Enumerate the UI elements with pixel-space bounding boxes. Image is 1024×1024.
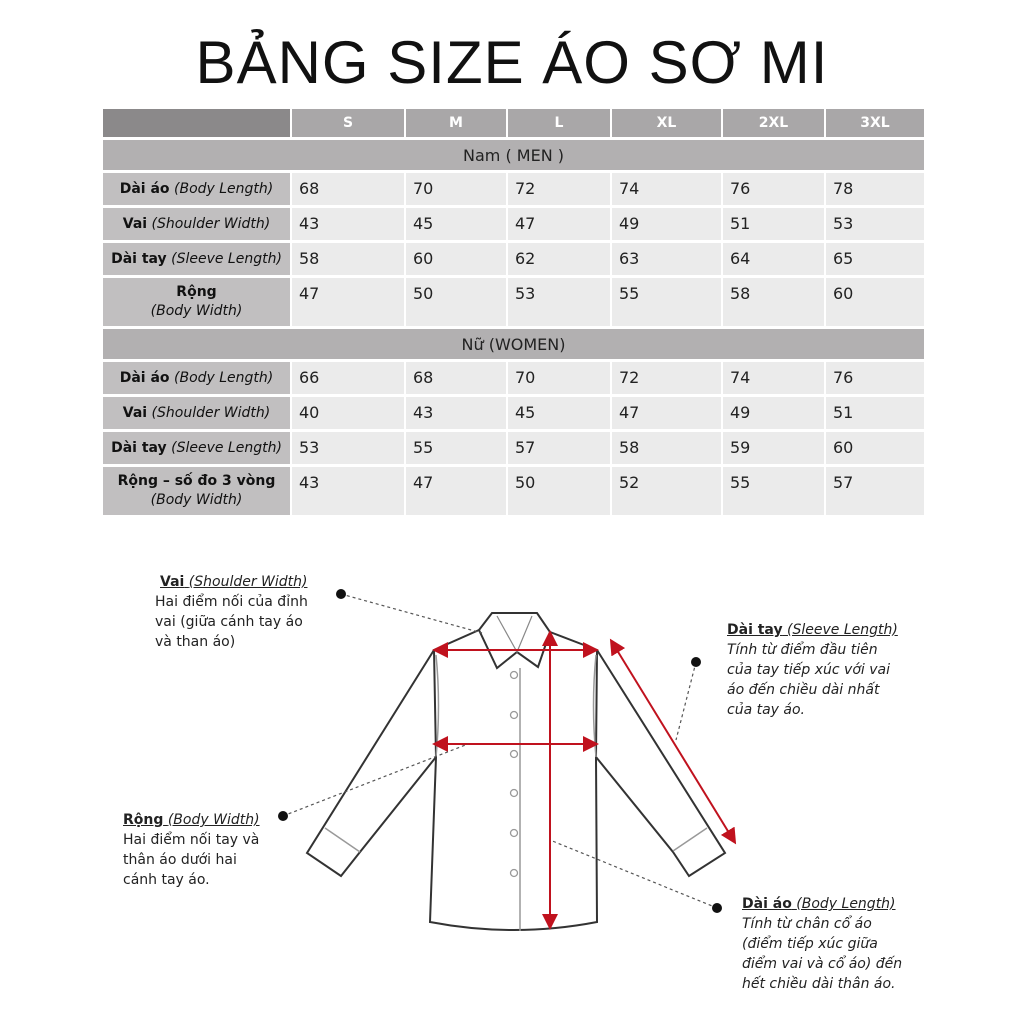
row-label-vi: Rộng xyxy=(176,284,217,300)
table-cell: 51 xyxy=(723,208,824,240)
table-cell: 50 xyxy=(508,467,610,515)
table-cell: 70 xyxy=(406,173,506,205)
leader-lines xyxy=(283,594,717,908)
table-cell: 50 xyxy=(406,278,506,326)
table-cell: 57 xyxy=(826,467,924,515)
table-cell: 60 xyxy=(826,278,924,326)
note-title-en: (Body Width) xyxy=(167,812,260,828)
table-cell: 47 xyxy=(292,278,404,326)
note-line: điểm vai và cổ áo) đến xyxy=(742,956,903,972)
table-cell: 43 xyxy=(292,467,404,515)
note-title: Rộng xyxy=(123,812,164,828)
table-cell: 47 xyxy=(406,467,506,515)
size-header-l: L xyxy=(508,109,610,137)
note-line: áo đến chiều dài nhất xyxy=(727,682,880,698)
left-sleeve xyxy=(307,650,436,876)
table-cell: 45 xyxy=(406,208,506,240)
table-cell: 52 xyxy=(612,467,721,515)
table-cell: 51 xyxy=(826,397,924,429)
table-cell: 43 xyxy=(406,397,506,429)
note-line: cánh tay áo. xyxy=(123,872,210,888)
table-cell: 49 xyxy=(723,397,824,429)
row-label-en: (Body Length) xyxy=(174,369,274,386)
left-cuff-seam xyxy=(325,828,360,852)
size-header-xl: XL xyxy=(612,109,721,137)
table-cell: 53 xyxy=(826,208,924,240)
note-title: Vai xyxy=(160,574,185,590)
row-label-en: (Body Width) xyxy=(150,303,243,319)
table-cell: 53 xyxy=(508,278,610,326)
table-cell: 57 xyxy=(508,432,610,464)
note-line: (điểm tiếp xúc giữa xyxy=(742,936,878,952)
row-label-vi: Dài tay xyxy=(111,250,167,267)
table-cell: 45 xyxy=(508,397,610,429)
row-label-en: (Shoulder Width) xyxy=(151,404,271,421)
note-line: vai (giữa cánh tay áo xyxy=(155,614,303,630)
size-header-s: S xyxy=(292,109,404,137)
table-cell: 76 xyxy=(723,173,824,205)
table-cell: 40 xyxy=(292,397,404,429)
table-cell: 74 xyxy=(723,362,824,394)
table-cell: 72 xyxy=(612,362,721,394)
size-header-2xl: 2XL xyxy=(723,109,824,137)
note-title-en: (Body Length) xyxy=(796,896,896,912)
table-cell: 58 xyxy=(292,243,404,275)
table-cell: 70 xyxy=(508,362,610,394)
size-header-3xl: 3XL xyxy=(826,109,924,137)
row-label-vi: Dài áo xyxy=(119,180,170,197)
note-line: thân áo dưới hai xyxy=(123,852,237,868)
table-cell: 58 xyxy=(723,278,824,326)
table-cell: 60 xyxy=(406,243,506,275)
note-body-width xyxy=(123,810,283,890)
row-label-en: (Sleeve Length) xyxy=(171,439,282,456)
row-label-en: (Sleeve Length) xyxy=(171,250,282,267)
row-label-vi: Vai xyxy=(122,215,148,232)
buttons xyxy=(511,672,518,877)
row-label-vi: Dài tay xyxy=(111,439,167,456)
table-cell: 58 xyxy=(612,432,721,464)
section-header: Nam ( MEN ) xyxy=(103,140,924,170)
leader-dots xyxy=(278,589,722,913)
table-cell: 55 xyxy=(723,467,824,515)
table-cell: 55 xyxy=(406,432,506,464)
note-body-length xyxy=(742,894,917,994)
table-cell: 63 xyxy=(612,243,721,275)
sleeve-arrow xyxy=(612,642,734,841)
note-line: Hai điểm nối tay và xyxy=(123,832,260,848)
table-cell: 72 xyxy=(508,173,610,205)
table-cell: 76 xyxy=(826,362,924,394)
right-sleeve xyxy=(596,650,725,876)
note-title-en: (Shoulder Width) xyxy=(188,574,308,590)
table-cell: 62 xyxy=(508,243,610,275)
note-line: và than áo) xyxy=(155,634,236,650)
table-cell: 55 xyxy=(612,278,721,326)
table-cell: 47 xyxy=(508,208,610,240)
table-cell: 78 xyxy=(826,173,924,205)
row-label-vi: Vai xyxy=(122,404,148,421)
note-line: hết chiều dài thân áo. xyxy=(742,976,896,992)
table-cell: 68 xyxy=(406,362,506,394)
size-header-m: M xyxy=(406,109,506,137)
table-cell: 47 xyxy=(612,397,721,429)
note-line: của tay áo. xyxy=(727,702,805,718)
table-cell: 49 xyxy=(612,208,721,240)
row-label-en: (Body Length) xyxy=(174,180,274,197)
note-line: của tay tiếp xúc với vai xyxy=(727,662,890,678)
note-shoulder xyxy=(155,572,325,652)
note-title-en: (Sleeve Length) xyxy=(787,622,898,638)
table-cell: 64 xyxy=(723,243,824,275)
note-sleeve xyxy=(727,620,899,720)
page-title: BẢNG SIZE ÁO SƠ MI xyxy=(195,29,829,96)
table-cell: 65 xyxy=(826,243,924,275)
table-cell: 60 xyxy=(826,432,924,464)
row-label-en: (Body Width) xyxy=(150,492,243,508)
note-title: Dài tay xyxy=(727,622,783,638)
table-cell: 68 xyxy=(292,173,404,205)
note-line: Tính từ chân cổ áo xyxy=(742,916,872,932)
measurement-arrows xyxy=(436,634,734,926)
table-cell: 53 xyxy=(292,432,404,464)
table-cell: 74 xyxy=(612,173,721,205)
shirt-outline xyxy=(307,613,725,930)
right-cuff-seam xyxy=(673,828,707,851)
table-cell: 66 xyxy=(292,362,404,394)
section-header: Nữ (WOMEN) xyxy=(103,329,924,359)
table-cell: 59 xyxy=(723,432,824,464)
note-title: Dài áo xyxy=(742,896,792,912)
note-line: Hai điểm nối của đỉnh xyxy=(155,594,308,610)
row-label-vi: Rộng – số đo 3 vòng xyxy=(117,473,276,489)
collar xyxy=(479,613,550,668)
table-cell: 43 xyxy=(292,208,404,240)
row-label-en: (Shoulder Width) xyxy=(151,215,271,232)
note-line: Tính từ điểm đầu tiên xyxy=(727,642,878,658)
row-label-vi: Dài áo xyxy=(119,369,170,386)
